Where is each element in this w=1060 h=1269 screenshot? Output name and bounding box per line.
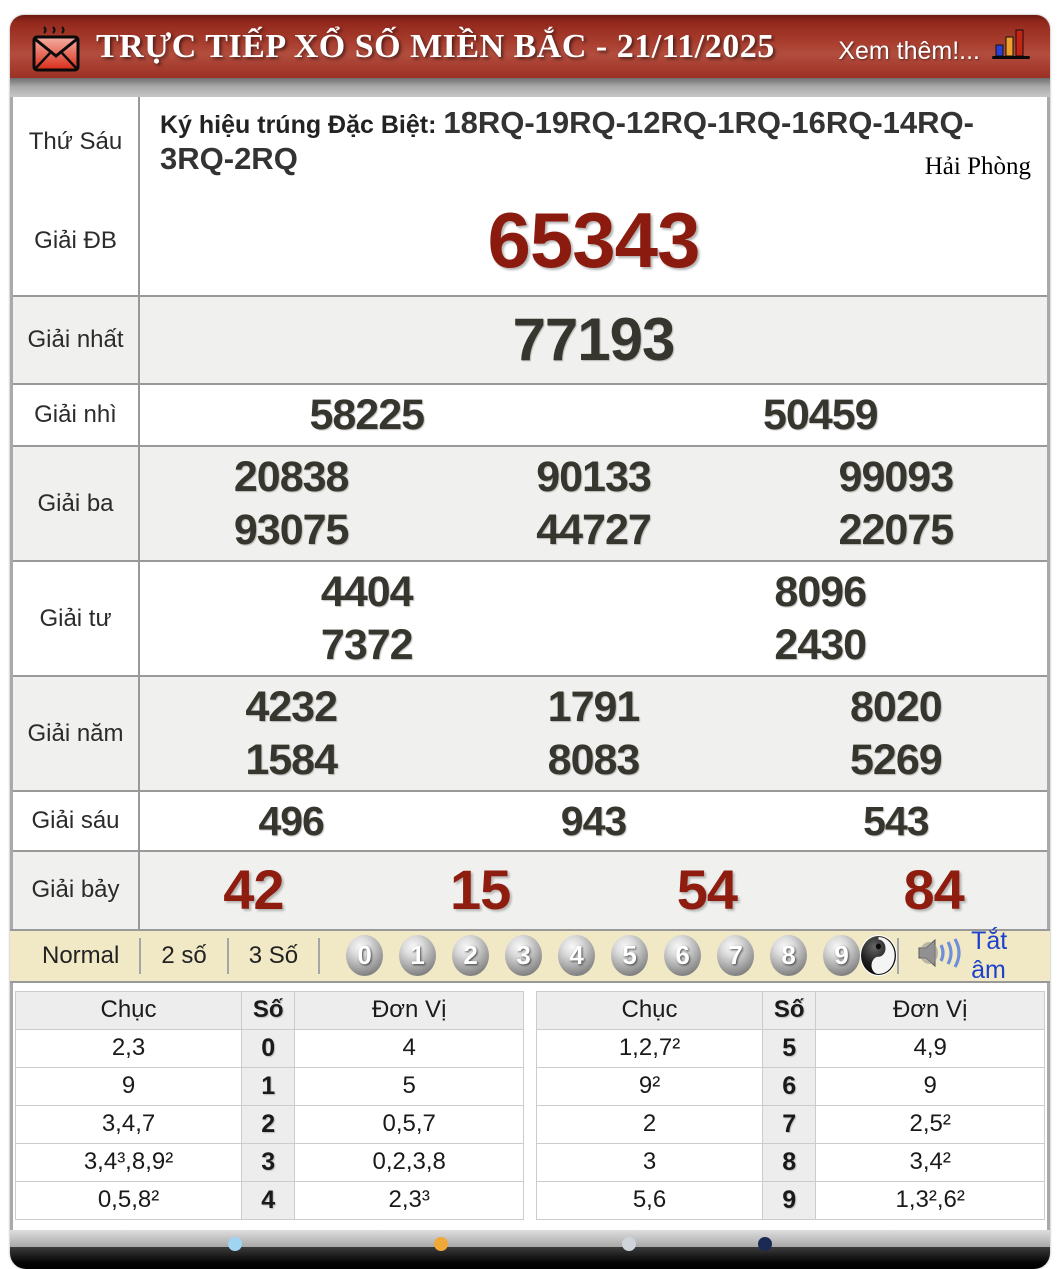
digit-cell: 2 — [242, 1105, 295, 1143]
cutoff-icon-orange — [434, 1237, 448, 1251]
footer-divider-strip — [10, 1230, 1050, 1247]
header-divider-strip — [10, 78, 1050, 97]
prize-number: 496 — [258, 798, 324, 845]
toolbar — [10, 926, 1050, 984]
digit-header-2: Đơn Vị — [816, 991, 1045, 1029]
lottery-card — [10, 15, 1050, 1269]
prize-number: 54 — [676, 858, 738, 922]
ball-3[interactable]: 3 — [505, 935, 542, 976]
digit-cell: 4 — [242, 1181, 295, 1219]
digit-cell: 5 — [763, 1029, 816, 1067]
page-title: TRỰC TIẾP XỔ SỐ MIỀN BẮC - 21/11/2025 — [96, 27, 775, 65]
prize-values — [140, 297, 1047, 383]
digit-header-row — [537, 991, 1045, 1029]
ball-1[interactable]: 1 — [399, 935, 436, 976]
header-right-group — [838, 27, 1032, 66]
prize-values — [140, 852, 1047, 928]
symbol-label: Ký hiệu trúng Đặc Biệt: — [160, 111, 444, 139]
envelope-icon — [30, 21, 80, 73]
digit-cell: 2 — [537, 1105, 763, 1143]
ball-5[interactable]: 5 — [611, 935, 648, 976]
prize-label: Giải ĐB — [13, 187, 140, 295]
prize-values — [140, 792, 1047, 850]
special-symbol-cell — [140, 97, 1047, 187]
digit-summary-section — [10, 983, 1050, 1230]
day-label: Thứ Sáu — [13, 97, 140, 187]
digit-cell: 1,3²,6² — [816, 1181, 1045, 1219]
prize-rows — [13, 187, 1047, 929]
digit-header-1: Số — [242, 991, 295, 1029]
digit-cell: 0,5,7 — [295, 1105, 524, 1143]
speaker-icon — [917, 937, 961, 974]
cutoff-icon-navy — [758, 1237, 772, 1251]
info-row — [13, 97, 1047, 187]
digit-row — [16, 1181, 524, 1219]
prize-number: 90133 — [536, 453, 651, 502]
footer-black-bar — [10, 1247, 1050, 1269]
prize-row-nhi — [13, 383, 1047, 445]
prize-number: 4404 — [320, 568, 413, 617]
prize-number: 543 — [863, 798, 929, 845]
digit-cell: 4 — [295, 1029, 524, 1067]
prize-number: 22075 — [838, 505, 954, 554]
prize-label: Giải năm — [13, 677, 140, 790]
digit-cell: 2,5² — [816, 1105, 1045, 1143]
digit-row — [537, 1181, 1045, 1219]
prize-number: 8083 — [547, 735, 640, 784]
digit-cell: 9 — [816, 1067, 1045, 1105]
separator — [318, 938, 320, 974]
prize-number: 20838 — [233, 453, 349, 502]
prize-number: 943 — [560, 798, 627, 845]
prize-number: 8020 — [849, 683, 942, 732]
prize-number: 77193 — [512, 306, 675, 374]
mode-button-2-số[interactable]: 2 số — [161, 941, 207, 969]
mode-buttons — [22, 938, 320, 974]
ball-2[interactable]: 2 — [452, 935, 489, 976]
digit-header-row — [16, 991, 524, 1029]
digit-cell: 6 — [763, 1067, 816, 1105]
symbol-codes: 18RQ-19RQ-12RQ-1RQ-16RQ-14RQ-3RQ-2RQ — [160, 105, 974, 176]
prize-label: Giải nhất — [13, 297, 140, 383]
digit-cell: 1 — [242, 1067, 295, 1105]
cutoff-icon-blue — [228, 1237, 242, 1251]
digit-row — [16, 1143, 524, 1181]
digit-cell: 3 — [242, 1143, 295, 1181]
prize-number: 5269 — [849, 735, 942, 784]
header-bar — [10, 15, 1050, 78]
digit-row — [537, 1105, 1045, 1143]
mode-button-normal[interactable]: Normal — [42, 941, 120, 969]
prize-number: 58225 — [309, 391, 425, 439]
digit-cell: 7 — [763, 1105, 816, 1143]
see-more-link[interactable]: Xem thêm!... — [838, 37, 980, 65]
digit-row — [16, 1067, 524, 1105]
prize-number: 44727 — [536, 505, 651, 554]
prize-number: 8096 — [774, 568, 867, 617]
digit-cell: 8 — [763, 1143, 816, 1181]
prize-label: Giải tư — [13, 562, 140, 675]
prize-number: 7372 — [320, 620, 413, 669]
prize-number: 42 — [223, 858, 284, 922]
digit-row — [537, 1029, 1045, 1067]
digit-header-0: Chục — [537, 991, 763, 1029]
prize-label: Giải nhì — [13, 385, 140, 445]
digit-table-left — [15, 991, 524, 1220]
digit-cell: 3,4,7 — [16, 1105, 242, 1143]
prize-row-special — [13, 187, 1047, 295]
digit-header-1: Số — [763, 991, 816, 1029]
digit-cell: 3,4³,8,9² — [16, 1143, 242, 1181]
digit-header-0: Chục — [16, 991, 242, 1029]
prize-number: 50459 — [762, 391, 878, 439]
prize-values — [140, 385, 1047, 445]
prize-number: 84 — [903, 858, 964, 922]
prize-number: 4232 — [245, 683, 337, 732]
prize-number: 1584 — [245, 735, 337, 784]
ball-4[interactable]: 4 — [558, 935, 595, 976]
digit-row — [537, 1143, 1045, 1181]
bar-chart-icon[interactable] — [992, 27, 1032, 66]
prize-number: 93075 — [233, 505, 349, 554]
prize-label: Giải sáu — [13, 792, 140, 850]
digit-cell: 2,3³ — [295, 1181, 524, 1219]
digit-cell: 4,9 — [816, 1029, 1045, 1067]
prize-row-ba — [13, 445, 1047, 560]
mute-button[interactable] — [897, 926, 1038, 984]
digit-cell: 5,6 — [537, 1181, 763, 1219]
digit-header-2: Đơn Vị — [295, 991, 524, 1029]
prize-label: Giải bảy — [13, 852, 140, 928]
ball-9[interactable]: 9 — [823, 935, 860, 976]
digit-row — [537, 1067, 1045, 1105]
prize-row-bay — [13, 850, 1047, 928]
prize-values — [140, 187, 1047, 295]
prize-values — [140, 677, 1047, 790]
digit-cell: 0,5,8² — [16, 1181, 242, 1219]
prize-row-nam — [13, 675, 1047, 790]
prize-row-sau — [13, 790, 1047, 850]
ball-0[interactable]: 0 — [346, 935, 383, 976]
digit-cell: 2,3 — [16, 1029, 242, 1067]
mode-button-3-số[interactable]: 3 Số — [248, 941, 299, 969]
ball-7[interactable]: 7 — [717, 935, 754, 976]
prize-number: 99093 — [838, 453, 954, 502]
digit-table-right — [536, 991, 1045, 1220]
ball-8[interactable]: 8 — [770, 935, 807, 976]
digit-cell: 9 — [16, 1067, 242, 1105]
number-balls — [346, 935, 860, 976]
results-table — [10, 97, 1050, 929]
prize-number: 1791 — [547, 683, 640, 732]
prize-row-first — [13, 295, 1047, 383]
digit-cell: 0,2,3,8 — [295, 1143, 524, 1181]
digit-cell: 1,2,7² — [537, 1029, 763, 1067]
prize-number: 15 — [449, 858, 511, 922]
prize-values — [140, 447, 1047, 560]
digit-cell: 5 — [295, 1067, 524, 1105]
prize-values — [140, 562, 1047, 675]
prize-label: Giải ba — [13, 447, 140, 560]
mute-label: Tắt âm — [971, 926, 1008, 984]
digit-cell: 9² — [537, 1067, 763, 1105]
digit-row — [16, 1105, 524, 1143]
yin-yang-ball[interactable] — [860, 935, 897, 976]
prize-row-tu — [13, 560, 1047, 675]
digit-cell: 3 — [537, 1143, 763, 1181]
cutoff-icon-gray — [622, 1237, 636, 1251]
digit-row — [16, 1029, 524, 1067]
ball-6[interactable]: 6 — [664, 935, 701, 976]
digit-cell: 9 — [763, 1181, 816, 1219]
digit-cell: 0 — [242, 1029, 295, 1067]
digit-cell: 3,4² — [816, 1143, 1045, 1181]
province-name: Hải Phòng — [924, 153, 1031, 180]
prize-number: 65343 — [487, 196, 700, 285]
prize-number: 2430 — [774, 620, 867, 669]
